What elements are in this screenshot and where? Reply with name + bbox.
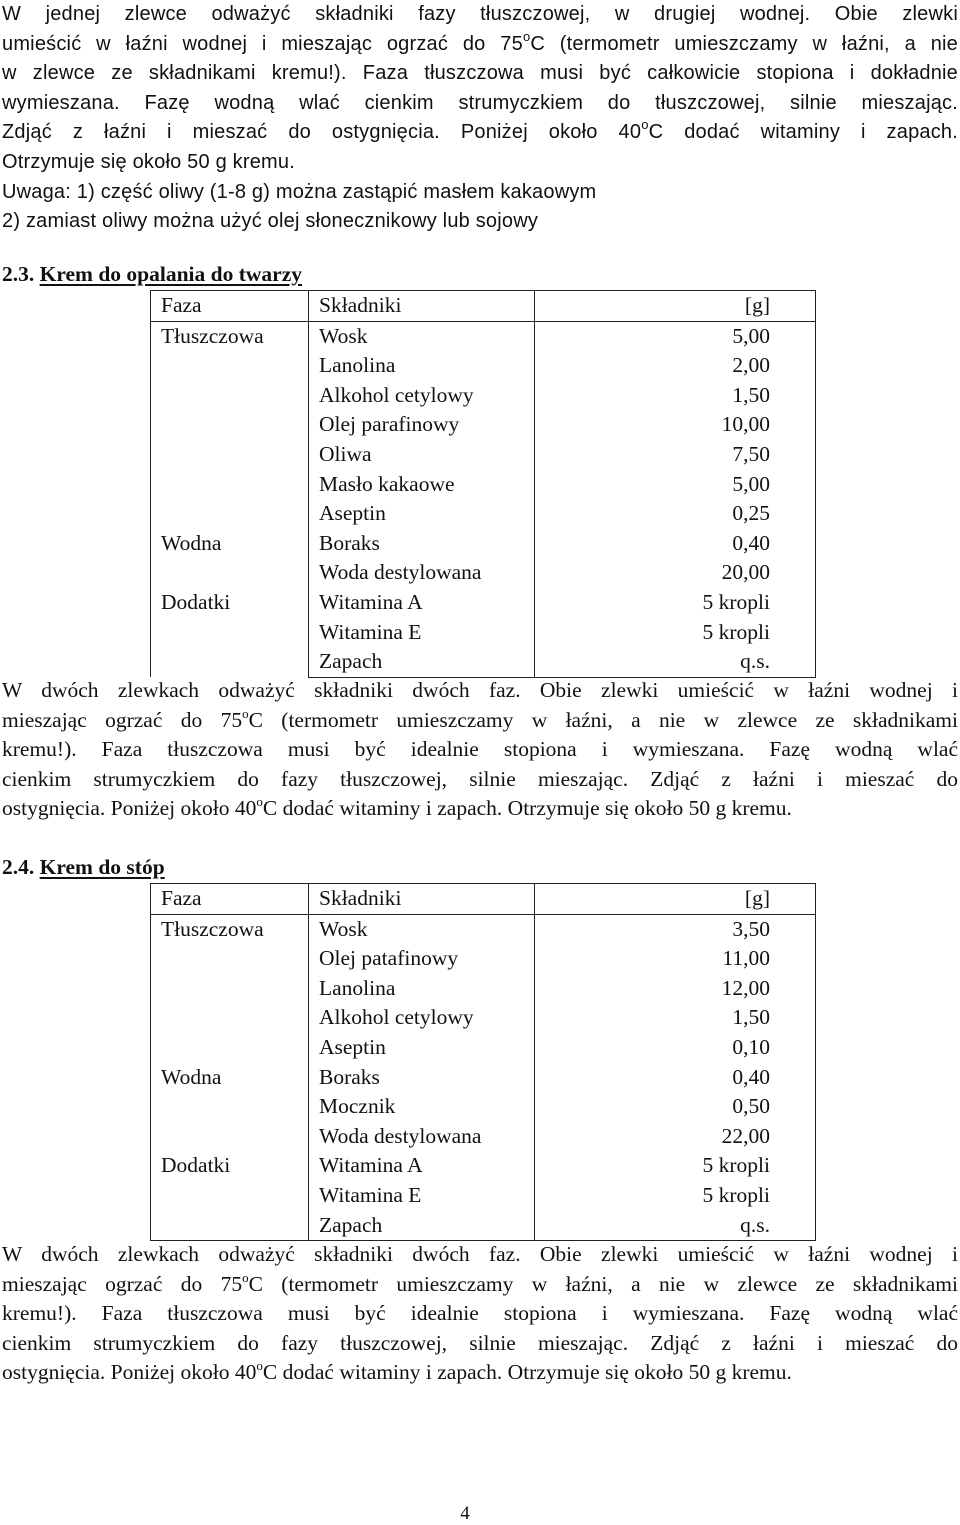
text-line: Otrzymuje się około 50 g kremu. — [2, 150, 295, 173]
text-line: W dwóch zlewkach odważyć składniki dwóch faz. Obie zlewki umieścić w łaźni wodnej i — [2, 1242, 958, 1266]
text-line: cienkim strumyczkiem do fazy tłuszczowej, silnie mieszając. Zdjąć z łaźni i mieszać do — [2, 766, 958, 791]
table-header-row — [151, 291, 816, 322]
section-heading — [2, 855, 165, 880]
superscript: o — [256, 1358, 263, 1374]
superscript: o — [641, 117, 649, 133]
text-line: wymieszana. Fazę wodną wlać cienkim strumyczkiem do tłuszczowej, silnie mieszając. — [2, 91, 958, 114]
instructions-paragraph — [2, 1240, 958, 1388]
text-line: cienkim strumyczkiem do fazy tłuszczowej, silnie mieszając. Zdjąć z łaźni i mieszać do — [2, 1330, 958, 1355]
amounts-cell: 5,00 2,00 1,50 10,00 7,50 5,00 0,25 0,40 20,00 5 kropli 5 kropli q.s. — [535, 321, 816, 677]
header-cell: [g] — [535, 884, 816, 915]
amounts-cell: 3,50 11,00 12,00 1,50 0,10 0,40 0,50 22,00 5 kropli 5 kropli q.s. — [535, 914, 816, 1241]
superscript: o — [242, 1269, 249, 1285]
intro-paragraph — [2, 0, 958, 237]
table-row — [151, 914, 816, 1241]
page-number: 4 — [460, 1503, 470, 1524]
table-header-row — [151, 884, 816, 915]
text-line: W dwóch zlewkach odważyć składniki dwóch faz. Obie zlewki umieścić w łaźni wodnej i — [2, 678, 958, 702]
text-line: kremu!). Faza tłuszczowa musi być idealnie stopiona i wymieszana. Fazę wodną wlać — [2, 737, 958, 762]
superscript: o — [256, 794, 263, 810]
table-row — [151, 321, 816, 677]
text-line: kremu!). Faza tłuszczowa musi być idealnie stopiona i wymieszana. Fazę wodną wlać — [2, 1301, 958, 1326]
text-line: w zlewce ze składnikami kremu!). Faza tłuszczowa musi być całkowicie stopiona i dokładnie — [2, 62, 958, 85]
text-line: umieścić w łaźni wodnej i mieszając ogrzać do 75$^o$C (termometr umieszczamy w łaźni, a nie — [2, 28, 959, 55]
header-cell: Składniki — [309, 291, 535, 322]
phase-cell: Tłuszczowa Wodna Dodatki — [151, 321, 309, 677]
superscript: o — [522, 28, 531, 44]
header-cell: Faza — [151, 884, 309, 915]
text-line: mieszając ogrzać do 75$^o$C (termometr umieszczamy w łaźni, a nie w zlewce ze składnikami — [2, 1269, 958, 1296]
section-number: 2.4. — [2, 855, 35, 879]
ingredients-table — [150, 290, 816, 678]
ingredients-table — [150, 883, 816, 1241]
text-line: Zdjąć z łaźni i mieszać do ostygnięcia. Poniżej około 40$^o$C dodać witaminy i zapach. — [2, 117, 958, 144]
instructions-paragraph — [2, 676, 958, 824]
section-heading — [2, 262, 302, 287]
text-line: ostygnięcia. Poniżej około 40$^o$C dodać witaminy i zapach. Otrzymuje się około 50 g kremu. — [2, 794, 792, 821]
phase-cell: Tłuszczowa Wodna Dodatki — [151, 914, 309, 1241]
text-line: mieszając ogrzać do 75$^o$C (termometr umieszczamy w łaźni, a nie w zlewce ze składnikami — [2, 705, 958, 732]
text-line: Uwaga: 1) część oliwy (1-8 g) można zastąpić masłem kakaowym — [2, 180, 597, 203]
header-cell: [g] — [535, 291, 816, 322]
header-cell: Składniki — [309, 884, 535, 915]
section-number: 2.3. — [2, 262, 35, 286]
ingredients-cell: Wosk Lanolina Alkohol cetylowy Olej parafinowy Oliwa Masło kakaowe Aseptin Boraks Woda destylowana Witamina A Witamina E Zapach — [309, 321, 535, 677]
section-title: Krem do stóp — [39, 855, 165, 879]
text-line: ostygnięcia. Poniżej około 40$^o$C dodać witaminy i zapach. Otrzymuje się około 50 g kremu. — [2, 1358, 792, 1385]
ingredients-cell: Wosk Olej patafinowy Lanolina Alkohol cetylowy Aseptin Boraks Mocznik Woda destylowana Witamina A Witamina E Zapach — [309, 914, 535, 1241]
section-title: Krem do opalania do twarzy — [39, 262, 303, 286]
text-line: W jednej zlewce odważyć składniki fazy tłuszczowej, w drugiej wodnej. Obie zlewki — [2, 3, 958, 25]
header-cell: Faza — [151, 291, 309, 322]
superscript: o — [242, 705, 249, 721]
text-line: 2) zamiast oliwy można użyć olej słonecznikowy lub sojowy — [2, 210, 539, 233]
